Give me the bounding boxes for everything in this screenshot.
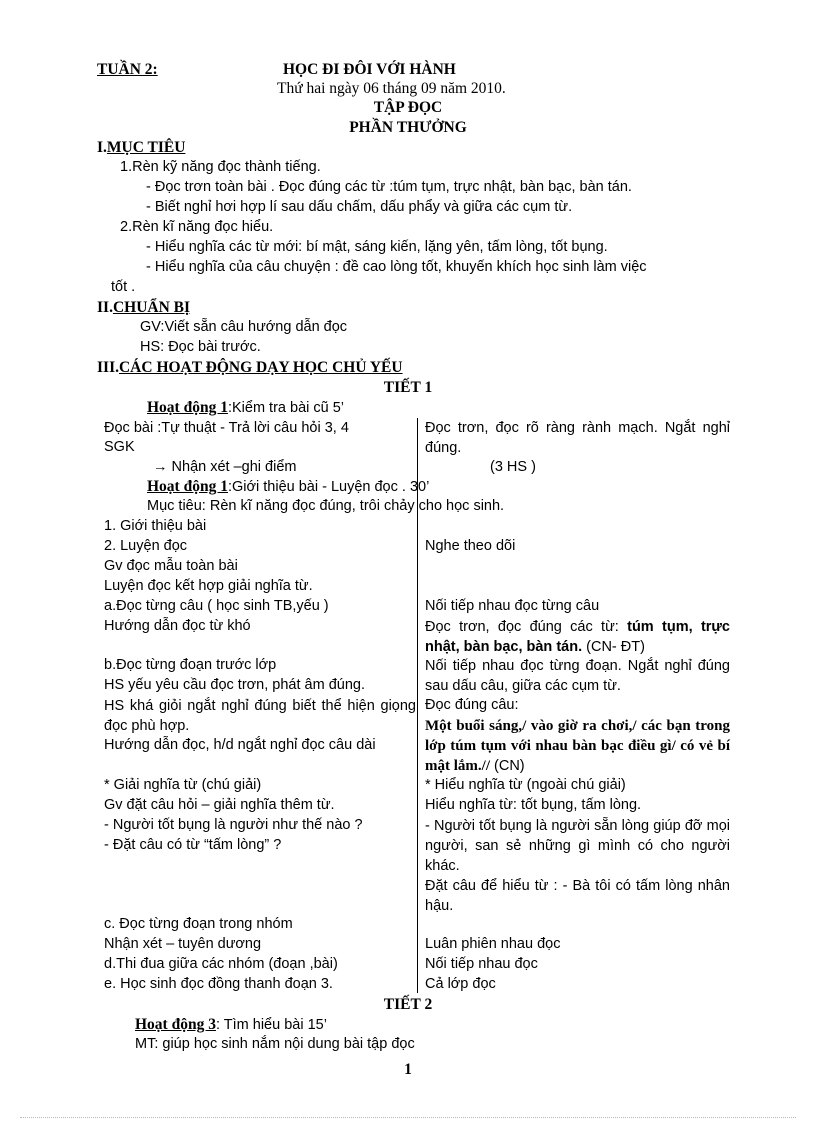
left-item: 1. Giới thiệu bài xyxy=(104,518,207,534)
left-item: - Đặt câu có từ “tấm lòng” ? xyxy=(104,837,282,853)
right-item: Hiểu nghĩa từ: tốt bụng, tấm lòng. xyxy=(425,797,642,813)
activity-3-label: Hoạt động 3 xyxy=(135,1016,216,1033)
sample-sentence: Một buổi sáng,/ vào giờ ra chơi,/ các bạn trong lớp túm tụm với nhau bàn bạc điều gì/ có vẻ bí mật lắm.// xyxy=(425,718,730,774)
page-number: 1 xyxy=(404,1061,412,1078)
prep-student: HS: Đọc bài trước. xyxy=(140,339,261,355)
left-item: HS yếu yêu cầu đọc trơn, phát âm đúng. xyxy=(104,677,365,693)
objective-1b: - Biết nghỉ hơi hợp lí sau dấu chấm, dấu phẩy và giữa các cụm từ. xyxy=(146,199,573,215)
right-row1: Đọc trơn, đọc rõ ràng rành mạch. Ngắt nghỉ đúng. xyxy=(425,420,730,456)
right-item: Nối tiếp nhau đọc từng câu xyxy=(425,598,600,614)
period-1-heading: TIẾT 1 xyxy=(383,379,433,396)
sample-sentence-mode: (CN) xyxy=(490,758,525,774)
section-1-title: MỤC TIÊU xyxy=(106,139,186,156)
objective-1a: - Đọc trơn toàn bài . Đọc đúng các từ :túm tụm, trực nhật, bàn bạc, bàn tán. xyxy=(146,179,632,195)
left-row1-line2: SGK xyxy=(104,439,135,455)
week-label: TUẦN 2: xyxy=(97,61,158,78)
activity-3-desc: : Tìm hiểu bài 15’ xyxy=(215,1017,327,1033)
right-item: Đặt câu để hiểu từ : - Bà tôi có tấm lòng nhân hậu. xyxy=(425,878,730,914)
section-2-heading xyxy=(97,298,190,317)
left-item: e. Học sinh đọc đồng thanh đoạn 3. xyxy=(104,976,333,992)
activity-3-heading xyxy=(135,1015,327,1035)
left-item: b.Đọc từng đoạn trước lớp xyxy=(104,657,277,673)
right-row1-count: (3 HS ) xyxy=(490,459,536,475)
right-item: Nối tiếp nhau đọc xyxy=(425,956,538,972)
section-3-number: III. xyxy=(97,359,119,376)
hard-words-intro: Đọc trơn, đọc đúng các từ: xyxy=(425,619,628,635)
activity-1a-desc: :Kiểm tra bài cũ 5’ xyxy=(227,400,345,416)
objective-2: 2.Rèn kĩ năng đọc hiểu. xyxy=(120,219,274,235)
lesson-date: Thứ hai ngày 06 tháng 09 năm 2010. xyxy=(277,80,506,97)
right-item: Nối tiếp nhau đọc từng đoạn. Ngắt nghỉ đúng sau dấu câu, giữa các cụm từ. xyxy=(425,658,730,694)
theme-title: HỌC ĐI ĐÔI VỚI HÀNH xyxy=(283,61,456,78)
right-item: Nghe theo dõi xyxy=(425,538,516,554)
section-1-number: I. xyxy=(97,139,107,156)
right-item: Luân phiên nhau đọc xyxy=(425,936,561,952)
prep-teacher: GV:Viết sẵn câu hướng dẫn đọc xyxy=(140,319,348,335)
period-2-heading: TIẾT 2 xyxy=(383,996,433,1013)
section-3-heading xyxy=(97,358,403,377)
hard-words-mode: (CN- ĐT) xyxy=(582,639,645,655)
left-item: Gv đọc mẫu toàn bài xyxy=(104,558,238,574)
right-item: * Hiểu nghĩa từ (ngoài chú giải) xyxy=(425,777,626,793)
left-item: Luyện đọc kết hợp giải nghĩa từ. xyxy=(104,578,313,594)
activity-1a-heading xyxy=(147,398,344,418)
objective-2a: - Hiểu nghĩa các từ mới: bí mật, sáng kiến, lặng yên, tấm lòng, tốt bụng. xyxy=(146,239,608,255)
subject-title: TẬP ĐỌC xyxy=(373,99,443,116)
section-1-heading xyxy=(97,138,185,157)
left-item: a.Đọc từng câu ( học sinh TB,yếu ) xyxy=(104,598,329,614)
activity-1a-label: Hoạt động 1 xyxy=(147,399,228,416)
left-item: - Người tốt bụng là người như thế nào ? xyxy=(104,817,363,833)
left-item: Hướng dẫn đọc từ khó xyxy=(104,618,251,634)
objective-1: 1.Rèn kỹ năng đọc thành tiếng. xyxy=(120,159,321,175)
left-item: Hướng dẫn đọc, h/d ngắt nghỉ đọc câu dài xyxy=(104,737,376,753)
section-2-title: CHUẨN BỊ xyxy=(112,299,191,316)
activity-1b-desc: :Giới thiệu bài - Luyện đọc . 30’ xyxy=(227,479,430,495)
objective-2b: - Hiểu nghĩa của câu chuyện : đề cao lòng tốt, khuyến khích học sinh làm việc xyxy=(146,259,647,275)
right-item: Cả lớp đọc xyxy=(425,976,496,992)
lesson-title: PHẦN THƯỞNG xyxy=(349,119,467,136)
left-item: Gv đặt câu hỏi – giải nghĩa thêm từ. xyxy=(104,797,335,813)
page-bottom-rule xyxy=(20,1117,796,1118)
right-item: - Người tốt bụng là người sẵn lòng giúp đỡ mọi người, san sẻ những gì mình có cho người khác. xyxy=(425,818,730,874)
left-item: Nhận xét – tuyên dương xyxy=(104,936,262,952)
activity-3-goal: MT: giúp học sinh nắm nội dung bài tập đọc xyxy=(135,1036,415,1052)
activity-1b-heading xyxy=(147,477,429,497)
right-item-hard-words xyxy=(425,617,730,657)
activity-1b-label: Hoạt động 1 xyxy=(147,478,228,495)
section-3-title: CÁC HOẠT ĐỘNG DẠY HỌC CHỦ YẾU xyxy=(118,359,403,376)
right-item-sentence xyxy=(425,716,730,776)
right-item: Đọc đúng câu: xyxy=(425,697,519,713)
objective-2b-cont: tốt . xyxy=(111,279,136,295)
activity-goal: Mục tiêu: Rèn kĩ năng đọc đúng, trôi chảy cho học sinh. xyxy=(147,498,505,514)
hard-words-list: túm tụm, trực nhật, bàn bạc, bàn tán. xyxy=(425,619,730,655)
left-item: c. Đọc từng đoạn trong nhóm xyxy=(104,916,293,932)
left-item: d.Thi đua giữa các nhóm (đoạn ,bài) xyxy=(104,956,338,972)
section-2-number: II. xyxy=(97,299,113,316)
left-row1-line1: Đọc bài :Tự thuật - Trả lời câu hỏi 3, 4 xyxy=(104,420,349,436)
left-item: * Giải nghĩa từ (chú giải) xyxy=(104,777,262,793)
left-item: HS khá giỏi ngắt nghỉ đúng biết thể hiện giọng đọc phù hợp. xyxy=(104,698,416,734)
left-row1-line3: → Nhận xét –ghi điểm xyxy=(153,459,297,475)
left-item: 2. Luyện đọc xyxy=(104,538,188,554)
